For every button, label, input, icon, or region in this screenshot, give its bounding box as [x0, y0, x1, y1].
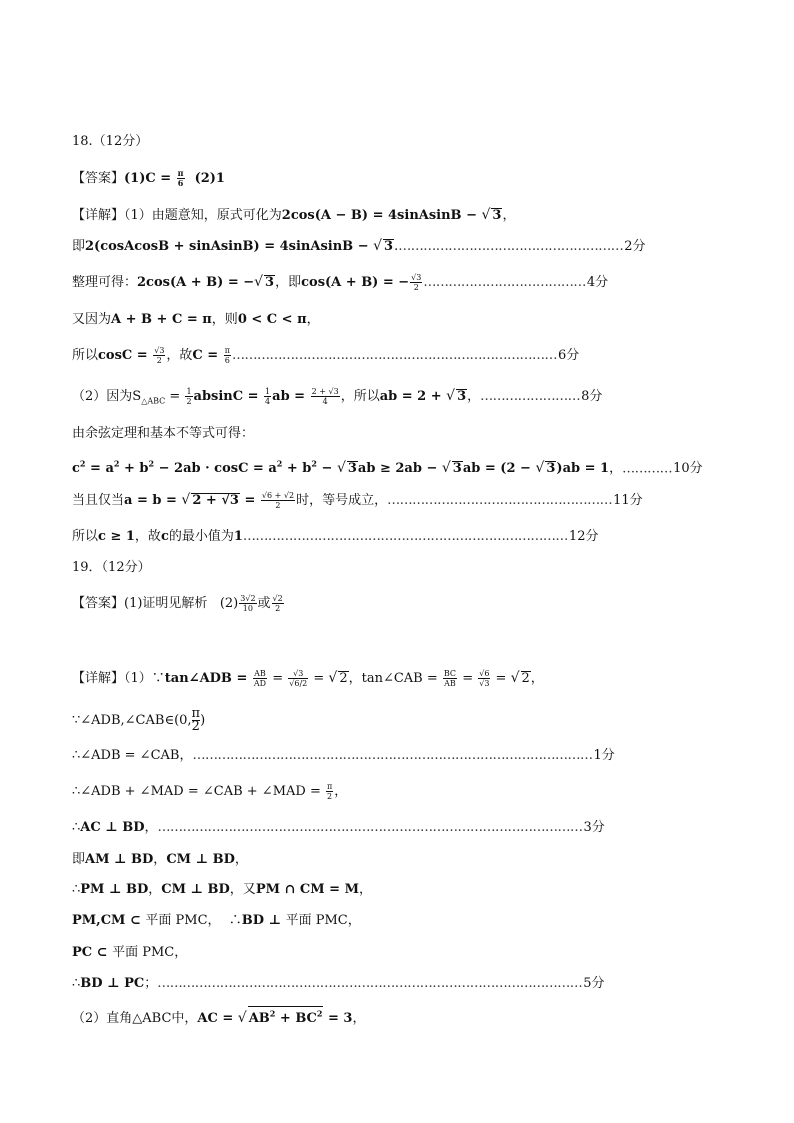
- q18-detail-line9: 当且仅当a = b = √ 2 + √3 = $\frac{√6 + √2}{2}$ 时，等号成立，………………………………………………11分: [72, 491, 643, 510]
- score: 12分: [568, 529, 599, 544]
- q18-answer: [72, 169, 225, 189]
- score: 5分: [583, 976, 605, 991]
- score: 2分: [624, 239, 646, 254]
- q18-detail-line7: 由余弦定理和基本不等式可得：: [72, 426, 255, 441]
- score: 8分: [581, 389, 603, 404]
- q19-detail-line3: ∴∠ADB = ∠CAB，……………………………………………………………………………………1分: [72, 748, 615, 763]
- q18-detail-line6: （2）因为$S_{\triangle ABC}$ = $\frac{1}{2}$ absinC = $\frac{1}{4}$ ab = $\frac{2 + √3}{4}$ ，所以ab = 2 + √ 3，……………………8分: [72, 387, 603, 406]
- answer-tag: 【答案】: [72, 596, 125, 611]
- detail-tag: 【详解】: [72, 208, 125, 223]
- score: 3分: [583, 820, 605, 835]
- answer-text: (1)C = $\frac{\pi}{6}$ (2)1: [124, 168, 225, 188]
- q18-detail-line4: 又因为A + B + C = π，则0 < C < π，: [72, 312, 320, 327]
- q18-detail-line3: 整理可得：2cos(A + B) = −√ 3，即cos(A + B) = − $\frac{√3}{2}$ …………………………………4分: [72, 273, 609, 292]
- q19-detail-line4: ∴∠ADB + ∠MAD = ∠CAB + ∠MAD = $\frac{\pi}{2}$ ，: [72, 782, 348, 801]
- q19-header: 19．（12分）: [72, 560, 151, 575]
- score: 10分: [673, 461, 703, 477]
- q19-detail-line6: 即AM ⊥ BD，CM ⊥ BD，: [72, 852, 248, 867]
- q19-detail-line2: ∵∠ADB,∠CAB∈(0, $\frac{\pi}{2}$): [72, 706, 206, 734]
- score: 11分: [613, 493, 643, 508]
- q18-detail-line5: 所以cosC = $\frac{√3}{2}$ ，故C = $\frac{\pi}{6}$ ……………………………………………………………………6分: [72, 346, 580, 365]
- q19-answer: 【答案】(1)证明见解析 (2) $\frac{3√2}{10}$ 或 $\frac{√2}{2}$: [72, 594, 283, 613]
- score: 1分: [593, 748, 615, 763]
- q18-detail-line8: $c^2 = a^2 + b^2 - 2ab \cdot \cos C = a^2 + b^2$ − √ 3ab ≥ 2ab − √ 3ab = (2 − √ 3)ab = 1，…………10分: [72, 459, 703, 477]
- detail-tag: 【详解】: [72, 671, 125, 686]
- q19-detail-line1: 【详解】（1）∵tan∠ADB = $\frac{AB}{AD}$ = $\frac{√3}{√6/2}$ = √ 2，tan∠CAB = $\frac{BC}{AB}$ = $\frac{√6}{√3}$ = √ 2，: [72, 669, 544, 688]
- q19-detail-line10: ∴BD ⊥ PC；…………………………………………………………………………………………5分: [72, 976, 605, 991]
- answer-tag: 【答案】: [72, 171, 125, 186]
- score: 4分: [586, 275, 609, 290]
- q18-detail-line1: 【详解】（1）由题意知，原式可化为2cos(A − B) = 4sinAsinB − √ 3，: [72, 207, 516, 223]
- q19-detail-line8: PM,CM ⊂ 平面 PMC， ∴BD ⊥ 平面 PMC，: [72, 913, 361, 928]
- q19-detail-line11: （2）直角△ABC中，AC = √ $AB^2 + BC^2 = 3$，: [72, 1006, 366, 1029]
- q19-detail-line5: ∴AC ⊥ BD，…………………………………………………………………………………………3分: [72, 820, 605, 835]
- q18-detail-line10: 所以c ≥ 1，故c的最小值为1……………………………………………………………………12分: [72, 529, 599, 544]
- q18-detail-line2: 即2(cosAcosB + sinAsinB) = 4sinAsinB − √ 3.………………………………………………2分: [72, 238, 646, 254]
- q19-detail-line9: PC ⊂ 平面 PMC，: [72, 945, 188, 960]
- q19-detail-line7: ∴PM ⊥ BD，CM ⊥ BD，又PM ∩ CM = M，: [72, 882, 373, 897]
- q18-header: 18.（12分）: [72, 134, 149, 149]
- score: 6分: [557, 348, 580, 363]
